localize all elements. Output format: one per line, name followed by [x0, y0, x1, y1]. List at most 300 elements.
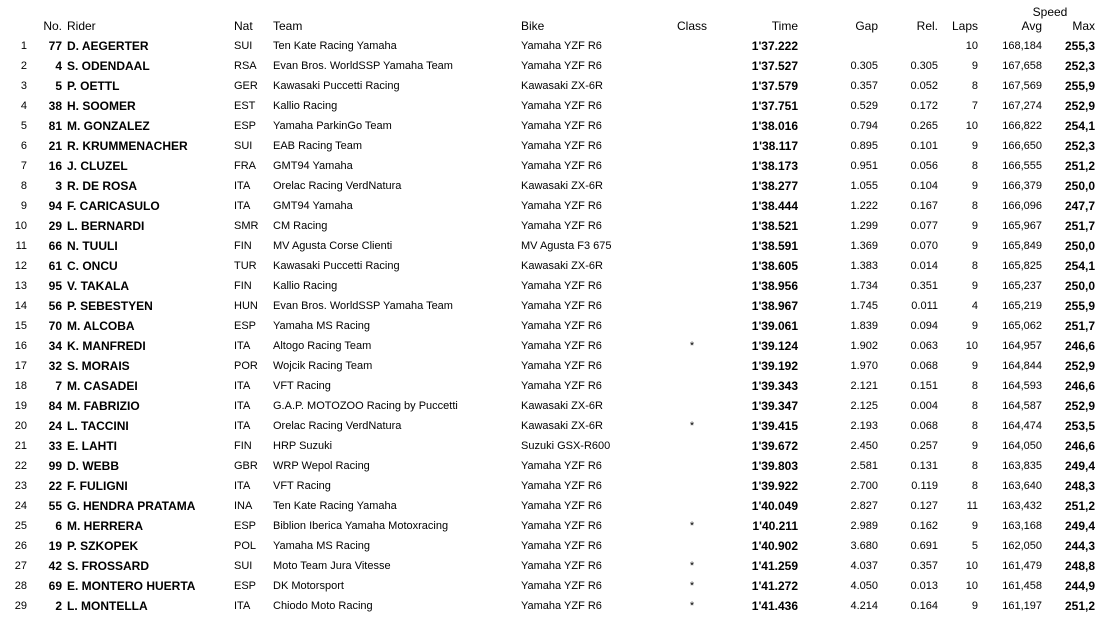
max-speed-cell: 248,8 [1064, 559, 1095, 573]
team-cell: Kawasaki Puccetti Racing [273, 260, 400, 272]
nat-cell: GBR [234, 460, 258, 472]
time-cell: 1'38.591 [751, 239, 798, 253]
team-cell: Wojcik Racing Team [273, 360, 373, 372]
rel-cell: 0.056 [910, 160, 938, 172]
max-speed-cell: 250,0 [1064, 179, 1095, 193]
bike-cell: Yamaha YZF R6 [521, 280, 602, 292]
header-laps: Laps [951, 19, 978, 33]
max-speed-cell: 249,4 [1064, 519, 1095, 533]
class-cell: * [689, 580, 695, 592]
class-cell: * [689, 340, 695, 352]
time-cell: 1'41.436 [751, 599, 798, 613]
table-row [0, 96, 1106, 116]
rider-cell: S. ODENDAAL [67, 59, 150, 73]
max-speed-cell: 248,3 [1064, 479, 1095, 493]
position-cell: 22 [14, 460, 27, 472]
max-speed-cell: 250,0 [1064, 279, 1095, 293]
number-cell: 3 [55, 179, 62, 193]
nat-cell: FIN [234, 440, 252, 452]
rel-cell: 0.305 [910, 60, 938, 72]
table-row [0, 296, 1106, 316]
max-speed-cell: 247,7 [1064, 199, 1095, 213]
team-cell: HRP Suzuki [273, 440, 333, 452]
avg-speed-cell: 163,168 [1002, 520, 1042, 532]
number-cell: 33 [48, 439, 62, 453]
max-speed-cell: 253,5 [1064, 419, 1095, 433]
laps-cell: 10 [965, 560, 978, 572]
time-cell: 1'39.347 [751, 399, 798, 413]
laps-cell: 10 [965, 340, 978, 352]
max-speed-cell: 246,6 [1064, 379, 1095, 393]
class-cell: * [689, 560, 695, 572]
header-avg: Avg [1021, 19, 1042, 33]
max-speed-cell: 255,3 [1064, 39, 1095, 53]
nat-cell: ITA [234, 420, 251, 432]
bike-cell: Yamaha YZF R6 [521, 600, 602, 612]
nat-cell: ESP [234, 120, 257, 132]
avg-speed-cell: 167,658 [1002, 60, 1042, 72]
bike-cell: Yamaha YZF R6 [521, 220, 602, 232]
avg-speed-cell: 166,822 [1002, 120, 1042, 132]
position-cell: 27 [14, 560, 27, 572]
max-speed-cell: 255,9 [1064, 79, 1095, 93]
nat-cell: INA [234, 500, 253, 512]
table-row [0, 536, 1106, 556]
team-cell: Chiodo Moto Racing [273, 600, 373, 612]
number-cell: 6 [55, 519, 62, 533]
number-cell: 84 [48, 399, 62, 413]
header-team: Team [273, 19, 303, 33]
number-cell: 99 [48, 459, 62, 473]
position-cell: 5 [20, 120, 27, 132]
avg-speed-cell: 166,555 [1002, 160, 1042, 172]
table-row [0, 256, 1106, 276]
position-cell: 15 [14, 320, 27, 332]
rider-cell: M. ALCOBA [67, 319, 135, 333]
laps-cell: 8 [971, 260, 978, 272]
rider-cell: D. WEBB [67, 459, 119, 473]
laps-cell: 9 [971, 320, 978, 332]
table-row [0, 416, 1106, 436]
bike-cell: Kawasaki ZX-6R [521, 260, 603, 272]
rider-cell: L. BERNARDI [67, 219, 145, 233]
gap-cell: 1.383 [850, 260, 878, 272]
rider-cell: G. HENDRA PRATAMA [67, 499, 196, 513]
number-cell: 42 [48, 559, 62, 573]
position-cell: 10 [14, 220, 27, 232]
rel-cell: 0.011 [911, 300, 938, 312]
nat-cell: ITA [234, 480, 251, 492]
header-nat: Nat [234, 19, 253, 33]
nat-cell: ITA [234, 340, 251, 352]
max-speed-cell: 249,4 [1064, 459, 1095, 473]
time-cell: 1'38.956 [751, 279, 798, 293]
rel-cell: 0.357 [910, 560, 938, 572]
avg-speed-cell: 164,844 [1002, 360, 1042, 372]
gap-cell: 0.794 [850, 120, 878, 132]
max-speed-cell: 244,9 [1064, 579, 1095, 593]
rider-cell: K. MANFREDI [67, 339, 146, 353]
number-cell: 94 [48, 199, 62, 213]
avg-speed-cell: 166,379 [1002, 180, 1042, 192]
gap-cell: 2.193 [850, 420, 878, 432]
table-row [0, 456, 1106, 476]
nat-cell: HUN [234, 300, 258, 312]
rel-cell: 0.167 [910, 200, 938, 212]
table-row [0, 556, 1106, 576]
header-rider: Rider [67, 19, 96, 33]
nat-cell: EST [234, 100, 256, 112]
bike-cell: Yamaha YZF R6 [521, 380, 602, 392]
time-cell: 1'37.222 [751, 39, 798, 53]
number-cell: 38 [48, 99, 62, 113]
rider-cell: P. SEBESTYEN [67, 299, 153, 313]
rel-cell: 0.101 [910, 140, 938, 152]
team-cell: GMT94 Yamaha [273, 160, 353, 172]
max-speed-cell: 251,2 [1064, 599, 1095, 613]
table-row [0, 36, 1106, 56]
avg-speed-cell: 161,458 [1002, 580, 1042, 592]
gap-cell: 3.680 [850, 540, 878, 552]
nat-cell: ITA [234, 180, 251, 192]
rider-cell: F. CARICASULO [67, 199, 160, 213]
bike-cell: Yamaha YZF R6 [521, 60, 602, 72]
rel-cell: 0.257 [910, 440, 938, 452]
rider-cell: R. DE ROSA [67, 179, 138, 193]
avg-speed-cell: 164,474 [1002, 420, 1042, 432]
gap-cell: 4.050 [850, 580, 878, 592]
nat-cell: SUI [234, 140, 253, 152]
rel-cell: 0.351 [910, 280, 938, 292]
number-cell: 66 [48, 239, 62, 253]
max-speed-cell: 252,3 [1064, 139, 1095, 153]
team-cell: Yamaha MS Racing [273, 540, 371, 552]
max-speed-cell: 251,2 [1064, 499, 1095, 513]
avg-speed-cell: 163,640 [1002, 480, 1042, 492]
table-row [0, 396, 1106, 416]
bike-cell: Yamaha YZF R6 [521, 520, 602, 532]
rel-cell: 0.104 [910, 180, 938, 192]
time-cell: 1'37.579 [751, 79, 798, 93]
number-cell: 7 [55, 379, 62, 393]
position-cell: 7 [20, 160, 27, 172]
table-row [0, 276, 1106, 296]
max-speed-cell: 246,6 [1064, 339, 1095, 353]
laps-cell: 9 [971, 180, 978, 192]
header-rel: Rel. [916, 19, 938, 33]
rider-cell: M. HERRERA [67, 519, 144, 533]
bike-cell: MV Agusta F3 675 [521, 240, 612, 252]
gap-cell: 1.970 [850, 360, 878, 372]
position-cell: 11 [15, 240, 27, 252]
max-speed-cell: 251,7 [1064, 219, 1095, 233]
table-row [0, 56, 1106, 76]
team-cell: WRP Wepol Racing [273, 460, 370, 472]
position-cell: 14 [14, 300, 27, 312]
rel-cell: 0.151 [910, 380, 938, 392]
team-cell: VFT Racing [273, 480, 331, 492]
gap-cell: 1.369 [850, 240, 878, 252]
max-speed-cell: 251,7 [1064, 319, 1095, 333]
nat-cell: ITA [234, 600, 251, 612]
table-row [0, 116, 1106, 136]
team-cell: Evan Bros. WorldSSP Yamaha Team [273, 60, 453, 72]
laps-cell: 7 [971, 100, 978, 112]
header-max: Max [1072, 19, 1095, 33]
bike-cell: Yamaha YZF R6 [521, 160, 602, 172]
class-cell: * [689, 600, 695, 612]
time-cell: 1'38.117 [752, 139, 798, 153]
number-cell: 56 [48, 299, 62, 313]
table-row [0, 156, 1106, 176]
table-row [0, 476, 1106, 496]
laps-cell: 9 [971, 280, 978, 292]
rider-cell: L. MONTELLA [67, 599, 148, 613]
bike-cell: Yamaha YZF R6 [521, 300, 602, 312]
table-row [0, 316, 1106, 336]
bike-cell: Yamaha YZF R6 [521, 320, 602, 332]
number-cell: 2 [55, 599, 62, 613]
number-cell: 5 [55, 79, 62, 93]
avg-speed-cell: 165,062 [1002, 320, 1042, 332]
bike-cell: Yamaha YZF R6 [521, 560, 602, 572]
position-cell: 24 [14, 500, 27, 512]
bike-cell: Yamaha YZF R6 [521, 140, 602, 152]
table-row [0, 596, 1106, 616]
gap-cell: 2.827 [850, 500, 878, 512]
team-cell: VFT Racing [273, 380, 331, 392]
time-cell: 1'41.272 [751, 579, 798, 593]
rider-cell: N. TUULI [67, 239, 118, 253]
number-cell: 29 [48, 219, 62, 233]
nat-cell: ITA [234, 380, 251, 392]
laps-cell: 8 [971, 80, 978, 92]
avg-speed-cell: 165,219 [1002, 300, 1042, 312]
team-cell: GMT94 Yamaha [273, 200, 353, 212]
nat-cell: FIN [234, 280, 252, 292]
bike-cell: Yamaha YZF R6 [521, 540, 602, 552]
max-speed-cell: 252,9 [1064, 359, 1095, 373]
bike-cell: Yamaha YZF R6 [521, 360, 602, 372]
laps-cell: 8 [971, 460, 978, 472]
position-cell: 16 [14, 340, 27, 352]
position-cell: 12 [14, 260, 27, 272]
bike-cell: Yamaha YZF R6 [521, 460, 602, 472]
time-cell: 1'38.173 [751, 159, 798, 173]
gap-cell: 0.529 [850, 100, 878, 112]
rel-cell: 0.052 [910, 80, 938, 92]
gap-cell: 1.222 [850, 200, 878, 212]
max-speed-cell: 250,0 [1064, 239, 1095, 253]
nat-cell: ESP [234, 520, 257, 532]
rider-cell: D. AEGERTER [67, 39, 149, 53]
table-row [0, 236, 1106, 256]
rel-cell: 0.164 [910, 600, 938, 612]
time-cell: 1'38.521 [751, 219, 798, 233]
team-cell: Moto Team Jura Vitesse [273, 560, 391, 572]
gap-cell: 2.125 [850, 400, 878, 412]
team-cell: Ten Kate Racing Yamaha [273, 500, 397, 512]
laps-cell: 9 [971, 60, 978, 72]
laps-cell: 9 [971, 220, 978, 232]
gap-cell: 0.357 [850, 80, 878, 92]
time-cell: 1'39.415 [751, 419, 798, 433]
time-cell: 1'37.751 [751, 99, 798, 113]
team-cell: Altogo Racing Team [273, 340, 372, 352]
position-cell: 2 [20, 60, 27, 72]
bike-cell: Yamaha YZF R6 [521, 40, 602, 52]
number-cell: 32 [48, 359, 62, 373]
table-row [0, 576, 1106, 596]
position-cell: 25 [14, 520, 27, 532]
table-row [0, 376, 1106, 396]
time-cell: 1'39.672 [751, 439, 798, 453]
time-cell: 1'40.049 [751, 499, 798, 513]
laps-cell: 9 [971, 360, 978, 372]
gap-cell: 2.989 [850, 520, 878, 532]
avg-speed-cell: 163,432 [1002, 500, 1042, 512]
avg-speed-cell: 165,825 [1002, 260, 1042, 272]
team-cell: Evan Bros. WorldSSP Yamaha Team [273, 300, 453, 312]
laps-cell: 8 [971, 380, 978, 392]
rel-cell: 0.068 [910, 360, 938, 372]
position-cell: 28 [14, 580, 27, 592]
avg-speed-cell: 162,050 [1002, 540, 1042, 552]
gap-cell: 1.299 [850, 220, 878, 232]
rel-cell: 0.094 [910, 320, 938, 332]
table-row [0, 356, 1106, 376]
table-row [0, 496, 1106, 516]
time-cell: 1'39.061 [751, 319, 798, 333]
rider-cell: P. SZKOPEK [67, 539, 139, 553]
avg-speed-cell: 165,849 [1002, 240, 1042, 252]
avg-speed-cell: 168,184 [1002, 40, 1042, 52]
max-speed-cell: 254,1 [1064, 119, 1095, 133]
rel-cell: 0.691 [910, 540, 938, 552]
gap-cell: 2.450 [850, 440, 878, 452]
position-cell: 8 [20, 180, 27, 192]
gap-cell: 0.951 [850, 160, 878, 172]
position-cell: 18 [14, 380, 27, 392]
laps-cell: 8 [971, 480, 978, 492]
laps-cell: 10 [965, 580, 978, 592]
max-speed-cell: 252,3 [1064, 59, 1095, 73]
number-cell: 21 [48, 139, 62, 153]
rel-cell: 0.162 [910, 520, 938, 532]
nat-cell: ITA [234, 200, 251, 212]
class-cell: * [689, 520, 695, 532]
max-speed-cell: 251,2 [1064, 159, 1095, 173]
max-speed-cell: 254,1 [1064, 259, 1095, 273]
team-cell: MV Agusta Corse Clienti [273, 240, 393, 252]
gap-cell: 0.305 [850, 60, 878, 72]
team-cell: Orelac Racing VerdNatura [273, 420, 402, 432]
avg-speed-cell: 161,479 [1002, 560, 1042, 572]
team-cell: Orelac Racing VerdNatura [273, 180, 402, 192]
time-cell: 1'39.192 [751, 359, 798, 373]
laps-cell: 10 [965, 40, 978, 52]
table-row [0, 196, 1106, 216]
class-cell: * [689, 420, 695, 432]
gap-cell: 2.121 [850, 380, 878, 392]
nat-cell: POL [234, 540, 257, 552]
bike-cell: Yamaha YZF R6 [521, 100, 602, 112]
number-cell: 55 [48, 499, 62, 513]
gap-cell: 1.839 [850, 320, 878, 332]
bike-cell: Kawasaki ZX-6R [521, 400, 603, 412]
position-cell: 4 [20, 100, 27, 112]
rel-cell: 0.119 [911, 480, 938, 492]
nat-cell: SMR [234, 220, 259, 232]
position-cell: 1 [20, 40, 27, 52]
gap-cell: 4.214 [850, 600, 878, 612]
position-cell: 21 [14, 440, 27, 452]
bike-cell: Suzuki GSX-R600 [521, 440, 611, 452]
position-cell: 17 [14, 360, 27, 372]
time-cell: 1'37.527 [751, 59, 798, 73]
gap-cell: 2.700 [850, 480, 878, 492]
position-cell: 9 [20, 200, 27, 212]
header-gap: Gap [855, 19, 878, 33]
number-cell: 77 [48, 39, 62, 53]
laps-cell: 9 [971, 240, 978, 252]
laps-cell: 9 [971, 140, 978, 152]
rider-cell: S. MORAIS [67, 359, 130, 373]
avg-speed-cell: 164,050 [1002, 440, 1042, 452]
avg-speed-cell: 167,569 [1002, 80, 1042, 92]
header-no: No. [43, 19, 62, 33]
gap-cell: 1.055 [850, 180, 878, 192]
table-row [0, 176, 1106, 196]
table-row [0, 136, 1106, 156]
avg-speed-cell: 161,197 [1002, 600, 1042, 612]
rider-cell: M. CASADEI [67, 379, 138, 393]
laps-cell: 8 [971, 160, 978, 172]
nat-cell: FIN [234, 240, 252, 252]
rel-cell: 0.077 [910, 220, 938, 232]
rider-cell: F. FULIGNI [67, 479, 128, 493]
position-cell: 19 [14, 400, 27, 412]
time-cell: 1'39.343 [751, 379, 798, 393]
avg-speed-cell: 165,967 [1002, 220, 1042, 232]
avg-speed-cell: 164,957 [1002, 340, 1042, 352]
team-cell: Kawasaki Puccetti Racing [273, 80, 400, 92]
rel-cell: 0.013 [910, 580, 938, 592]
time-cell: 1'38.444 [751, 199, 798, 213]
rider-cell: E. MONTERO HUERTA [67, 579, 196, 593]
laps-cell: 9 [971, 600, 978, 612]
bike-cell: Yamaha YZF R6 [521, 480, 602, 492]
time-cell: 1'38.277 [751, 179, 798, 193]
rel-cell: 0.265 [910, 120, 938, 132]
max-speed-cell: 244,3 [1064, 539, 1095, 553]
gap-cell: 1.745 [850, 300, 878, 312]
rider-cell: S. FROSSARD [67, 559, 150, 573]
laps-cell: 4 [971, 300, 978, 312]
max-speed-cell: 252,9 [1064, 99, 1095, 113]
bike-cell: Kawasaki ZX-6R [521, 420, 603, 432]
gap-cell: 4.037 [850, 560, 878, 572]
position-cell: 13 [14, 280, 27, 292]
position-cell: 29 [14, 600, 27, 612]
header-speed: Speed [1032, 5, 1068, 19]
team-cell: Biblion Iberica Yamaha Motoxracing [273, 520, 449, 532]
avg-speed-cell: 166,650 [1002, 140, 1042, 152]
rel-cell: 0.063 [910, 340, 938, 352]
bike-cell: Yamaha YZF R6 [521, 120, 602, 132]
time-cell: 1'39.803 [751, 459, 798, 473]
laps-cell: 8 [971, 420, 978, 432]
